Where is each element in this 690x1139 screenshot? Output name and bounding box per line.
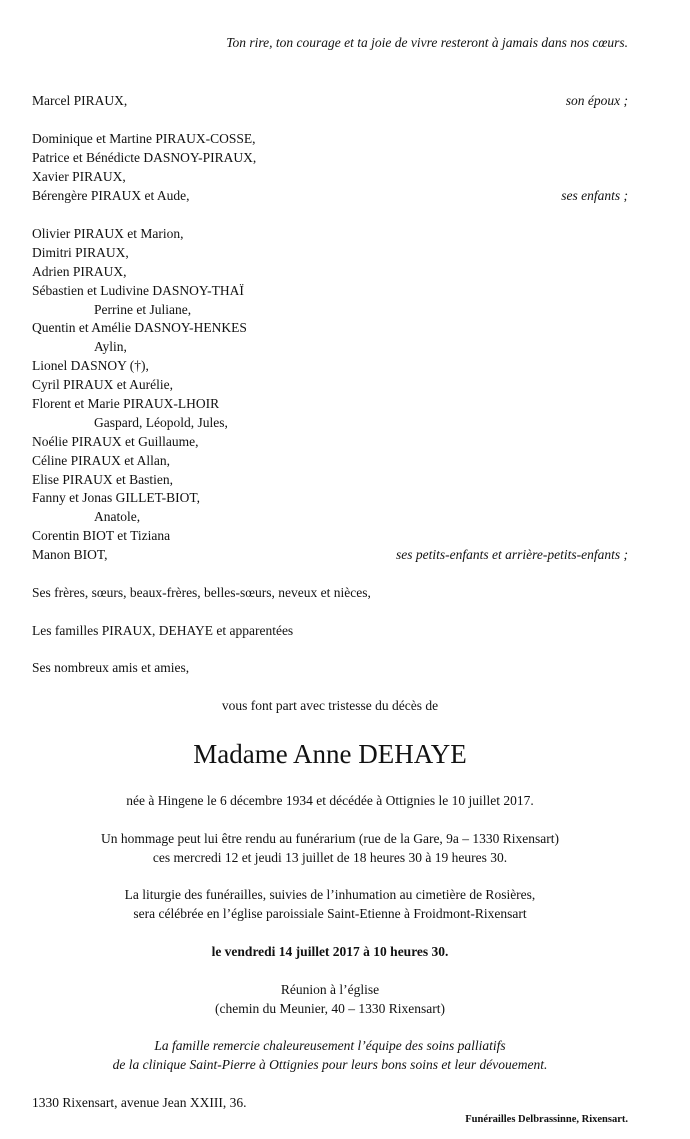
name-text: Manon BIOT, <box>32 547 108 563</box>
name-text: Dominique et Martine PIRAUX-COSSE, <box>32 131 256 146</box>
name-line <box>32 357 628 376</box>
liturgy: La liturgie des funérailles, suivies de l’inhumation au cimetière de Rosières, sera célébrée en l’église paroissiale Saint-Etienne à Froidmont-Rixensart <box>124 887 536 921</box>
spouse-role: son époux ; <box>565 93 628 108</box>
name-line <box>32 149 628 168</box>
name-text: Céline PIRAUX et Allan, <box>32 452 170 468</box>
name-line <box>32 168 628 187</box>
name-line <box>32 508 628 527</box>
name-line <box>32 546 628 565</box>
address: 1330 Rixensart, avenue Jean XXIII, 36. <box>32 1095 247 1110</box>
name-line <box>32 244 628 263</box>
name-text: Perrine et Juliane, <box>94 301 192 317</box>
name-line <box>32 319 628 338</box>
relationship-label: ses enfants ; <box>561 187 628 203</box>
name-text: Corentin BIOT et Tiziana <box>32 528 171 544</box>
name-line <box>32 187 628 206</box>
name-text: Adrien PIRAUX, <box>32 263 127 279</box>
name-text: Cyril PIRAUX et Aurélie, <box>32 377 173 393</box>
name-text: Xavier PIRAUX, <box>32 168 126 184</box>
name-line <box>32 395 628 414</box>
name-line <box>32 225 628 244</box>
deceased-name: Madame Anne DEHAYE <box>193 739 467 769</box>
name-line <box>32 376 628 395</box>
name-text: Quentin et Amélie DASNOY-HENKES <box>32 320 247 336</box>
name-text: Olivier PIRAUX et Marion, <box>32 226 184 241</box>
name-line <box>32 130 628 149</box>
friends: Ses nombreux amis et amies, <box>32 660 190 675</box>
name-line <box>32 338 628 357</box>
name-text: Gaspard, Léopold, Jules, <box>94 414 228 430</box>
name-text: Florent et Marie PIRAUX-LHOIR <box>32 396 220 412</box>
tribute: Un hommage peut lui être rendu au funérarium (rue de la Gare, 9a – 1330 Rixensart) ces mercredi 12 et jeudi 13 juillet de 18 heures 30 à 19 heures 30. <box>100 831 560 865</box>
relationship-label: ses petits-enfants et arrière-petits-enfants ; <box>396 547 628 563</box>
name-line <box>32 452 628 471</box>
name-line <box>32 527 628 546</box>
name-line <box>32 301 628 320</box>
name-line <box>32 489 628 508</box>
birth-death: née à Hingene le 6 décembre 1934 et décédée à Ottignies le 10 juillet 2017. <box>126 793 534 808</box>
name-text: Aylin, <box>94 339 127 355</box>
name-text: Anatole, <box>94 509 141 525</box>
children-block <box>32 130 628 206</box>
name-line <box>32 263 628 282</box>
name-text: Fanny et Jonas GILLET-BIOT, <box>32 490 200 506</box>
tagline: Ton rire, ton courage et ta joie de vivre resteront à jamais dans nos cœurs. <box>226 35 628 50</box>
name-text: Noélie PIRAUX et Guillaume, <box>32 433 199 449</box>
meeting: Réunion à l’église (chemin du Meunier, 40 – 1330 Rixensart) <box>214 982 446 1016</box>
announcement: vous font part avec tristesse du décès de <box>221 698 439 713</box>
name-line <box>32 433 628 452</box>
name-line <box>32 414 628 433</box>
name-line <box>32 471 628 490</box>
grandchildren-block <box>32 225 628 565</box>
families: Les familles PIRAUX, DEHAYE et apparentées <box>32 623 294 638</box>
name-text: Elise PIRAUX et Bastien, <box>32 471 173 487</box>
name-text: Dimitri PIRAUX, <box>32 244 129 260</box>
thanks: La famille remercie chaleureusement l’équipe des soins palliatifs de la clinique Saint-Pierre à Ottignies pour leurs bons soins et leur dévouement. <box>112 1038 548 1072</box>
name-text: Sébastien et Ludivine DASNOY-THAÏ <box>32 282 244 298</box>
name-line <box>32 282 628 301</box>
spouse-name: Marcel PIRAUX, <box>32 93 128 108</box>
funeral-home: Funérailles Delbrassinne, Rixensart. <box>465 1114 628 1125</box>
name-text: Lionel DASNOY (†), <box>32 358 149 374</box>
name-text: Bérengère PIRAUX et Aude, <box>32 187 190 203</box>
name-text: Patrice et Bénédicte DASNOY-PIRAUX, <box>32 149 257 165</box>
ceremony-date: le vendredi 14 juillet 2017 à 10 heures 30. <box>211 944 449 959</box>
spouse-block <box>32 92 628 111</box>
siblings: Ses frères, sœurs, beaux-frères, belles-sœurs, neveux et nièces, <box>32 585 371 600</box>
